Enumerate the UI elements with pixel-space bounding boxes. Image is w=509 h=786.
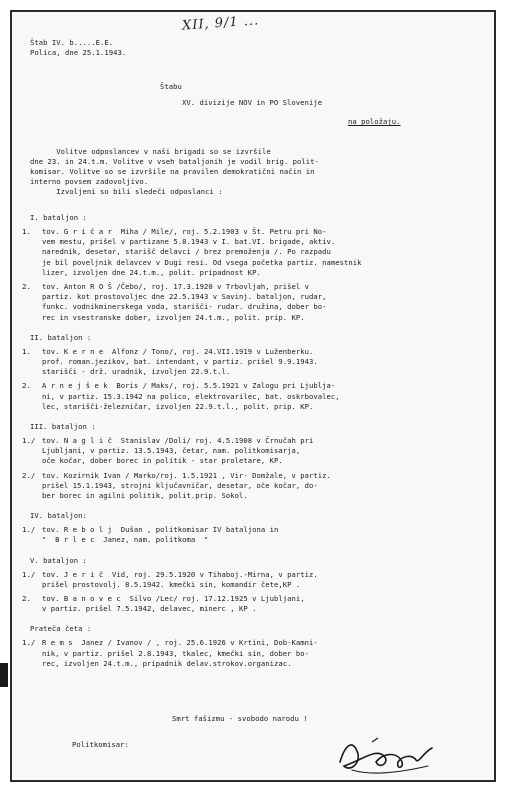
entry-number: 1./ bbox=[22, 638, 36, 648]
politkomisar-label: Politkomisar: bbox=[72, 740, 129, 749]
entry-number: 2. bbox=[22, 381, 31, 391]
origin-line-2: Polica, dne 25.1.1943. bbox=[30, 48, 127, 57]
intro-line: Volitve odposlancev v naši brigadi so se izvršile bbox=[30, 147, 271, 156]
entry-line: vem mestu, prišel v partizane 5.8.1943 v I. bat.VI. brigade, aktiv. bbox=[42, 237, 336, 247]
entry-number: 2. bbox=[22, 282, 31, 291]
entry-line: lec, starišči-železničar, izvoljen 22.9.t.l., polit. prip. KP. bbox=[42, 401, 314, 411]
entry-line: partiz. kot prostovoljec dne 22.5.1943 v Savinj. bataljon, rudar, bbox=[42, 292, 327, 302]
intro-line: Izvoljeni so bili sledeči odposlanci : bbox=[30, 187, 223, 196]
page-edge-mark bbox=[0, 663, 8, 687]
signature-image bbox=[332, 732, 442, 778]
entry-line: Ljubljani, v partiz. 13.5.1943, četar, nam. politkomisarja, bbox=[42, 446, 301, 456]
entry-line: tov. R e b o l j Dušan , politkomisar IV bataljona in bbox=[42, 525, 279, 535]
entry-line: v partiz. prišel 7.5.1942, delavec, minerc , KP . bbox=[42, 604, 257, 614]
intro-line: interno povsem zadovoljivo. bbox=[30, 177, 149, 186]
entry-line: tov. J e r i č Vid, roj. 29.5.1920 v Tihaboj.-Mirna, v partiz. bbox=[42, 569, 318, 579]
entry-number: 1./ bbox=[22, 525, 36, 535]
entry-line: tov. N a g l i č Stanislav /Doli/ roj. 4.5.1908 v Črnučah pri bbox=[42, 436, 314, 445]
entry-number: 1./ bbox=[22, 436, 36, 445]
section-title: III. bataljon : bbox=[30, 422, 96, 431]
entry-line: prišel 15.1.1943, strojni ključavničar, desetar, oče kočar, do- bbox=[42, 480, 318, 490]
section-title: Prateča četa : bbox=[30, 624, 92, 634]
entry-line: tov. B a n o v e c Silvo /Lec/ roj. 17.12.1925 v Ljubljani, bbox=[42, 594, 305, 603]
entry-line: rec, izvoljen 24.t.m., pripadnik delav.strokov.organizac. bbox=[42, 658, 292, 668]
closing-slogan: Smrt fašizmu - svobodo narodu ! bbox=[172, 714, 308, 723]
recipient: XV. divizije NOV in PO Slovenije bbox=[182, 98, 323, 107]
entry-line: funkc. vodnikminerskega voda, starišči- rudar. družina, dober bo- bbox=[42, 302, 327, 312]
entry-number: 2./ bbox=[22, 470, 36, 480]
entry-line: nik, v partiz. prišel 2.8.1943, tkalec, kmečki sin, dober bo- bbox=[42, 648, 310, 658]
entry-line: ni, v partiz. 15.3.1942 na polico, elektrovarilec, bat. oskrbovalec, bbox=[42, 391, 340, 401]
section-title: V. bataljon : bbox=[30, 555, 87, 565]
entry-line: starišči - drž. uradnik, izvoljen 22.9.t.l. bbox=[42, 367, 231, 377]
entry-line: tov. Anton R O Š /Čebo/, roj. 17.3.1920 v Trbovljah, prišel v bbox=[42, 282, 310, 291]
entry-line: prišel prostovolj. 8.5.1942. kmečki sin, komandir čete,KP . bbox=[42, 579, 301, 589]
entry-line: " B r l e c Janez, nam. politkoma " bbox=[42, 535, 209, 545]
section-title: II. bataljon : bbox=[30, 332, 92, 342]
entry-line: tov. Kozirnik Ivan / Marko/roj. 1.5.1921 , Vir- Domžale, v partiz. bbox=[42, 470, 331, 480]
entry-line: tov. K e r n e Alfonz / Tono/, roj. 24.VII.1919 v Luženberku. bbox=[42, 346, 314, 356]
entry-line: je bil poveljnik delavcev v Dugi resi. Od vsega početka partiz. namestnik bbox=[42, 257, 362, 267]
entry-line: narednik, desetar, starišč delavci / brez premoženja /. Po razpadu bbox=[42, 247, 331, 257]
section-title: I. bataljon : bbox=[30, 213, 87, 222]
intro-line: komisar. Volitve so se izvršile na pravilen demokratični način in bbox=[30, 167, 315, 176]
section-title: IV. bataljon: bbox=[30, 511, 87, 521]
entry-number: 1./ bbox=[22, 569, 36, 579]
entry-line: prof. roman.jezikov, bat. intendant, v partiz. prišel 9.9.1943. bbox=[42, 357, 318, 366]
document-sheet bbox=[10, 10, 496, 782]
entry-number: 2. bbox=[22, 594, 31, 603]
entry-line: R e m s Janez / Ivanov / , roj. 25.6.1926 v Krtini, Dob-Kamni- bbox=[42, 638, 318, 648]
origin-line-1: Štab IV. b.....E.E. bbox=[30, 38, 114, 47]
entry-number: 1. bbox=[22, 346, 31, 356]
entry-line: oče kočar, dober borec in politik - star proletare, KP. bbox=[42, 456, 283, 466]
entry-line: tov. G r i č a r Miha / Mile/, roj. 5.2.1903 v Št. Petru pri No- bbox=[42, 227, 327, 236]
handwritten-archive-number: XII, 9/1 ... bbox=[181, 13, 260, 34]
intro-line: dne 23. in 24.t.m. Volitve v vseh bataljonih je vodil brig. polit- bbox=[30, 157, 319, 166]
entry-line: lizer, izvoljen dne 24.t.m., polit. pripadnost KP. bbox=[42, 267, 261, 277]
entry-line: A r n e j š e k Boris / Maks/, roj. 5.5.1921 v Zalogu pri Ljublja- bbox=[42, 381, 336, 391]
location: na položaju. bbox=[348, 117, 401, 126]
entry-line: ber borec in agilni politik, polit.prip. Sokol. bbox=[42, 491, 248, 500]
entry-number: 1. bbox=[22, 227, 31, 236]
entry-line: rec in vsestranske dober, izvoljen 24.t.m., polit. prip. KP. bbox=[42, 312, 305, 322]
salutation: Štabu bbox=[160, 82, 182, 91]
